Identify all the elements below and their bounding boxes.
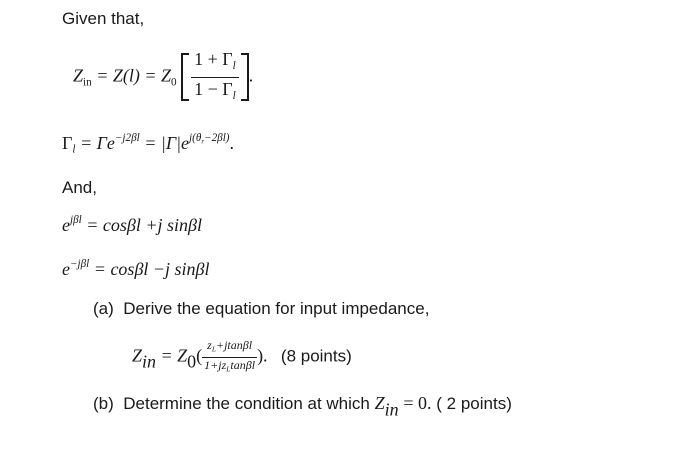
eq1-numerator	[191, 48, 239, 78]
part-a-den-pre: 1+jz	[204, 357, 227, 372]
eq4-base: e	[62, 258, 70, 279]
part-a-eq-z0-sub: 0	[187, 351, 197, 372]
eq1-left-bracket	[181, 53, 189, 101]
part-a-eq-mid: = Z	[160, 345, 188, 366]
eq2-exp2	[189, 132, 229, 144]
eq1-bracketed-fraction	[181, 48, 249, 107]
equation-gamma-l	[62, 132, 234, 156]
part-a-eq-z-sub: in	[142, 351, 157, 372]
eq2-exp1: −j2βl	[114, 132, 140, 144]
eq3-base: e	[62, 214, 70, 235]
and-label: And,	[62, 178, 97, 197]
part-b-z: Z	[374, 393, 385, 413]
eq1-mid: = Z(l) = Z	[96, 65, 172, 86]
part-b-question	[93, 393, 512, 420]
eq2-gamma: Γ	[62, 132, 73, 153]
part-a-numerator	[202, 338, 257, 358]
eq1-z: Z	[73, 65, 84, 86]
part-a-denominator	[202, 358, 257, 377]
eq3-rhs: = cosβl +j sinβl	[86, 214, 202, 235]
eq1-z0-sub: 0	[171, 76, 177, 89]
part-a-question	[93, 299, 429, 319]
equation-zin-reflection	[73, 48, 253, 107]
equation-euler-negative	[62, 258, 210, 280]
eq1-end: .	[248, 65, 254, 86]
intro-text	[62, 9, 144, 29]
eq2-exp2-end: −2βl)	[204, 132, 230, 144]
part-a-equation	[132, 338, 352, 376]
eq1-z-sub: in	[83, 76, 92, 89]
part-a-den-rest: tanβl	[230, 357, 256, 372]
eq2-gamma-sub: l	[72, 143, 76, 156]
part-a-eq-open: (	[196, 345, 203, 366]
eq2-exp2-text: j(θ	[189, 132, 202, 144]
eq2-exp2-sub: r	[201, 138, 205, 146]
eq2-end: .	[229, 132, 235, 153]
intro-label: Given that,	[62, 9, 145, 28]
eq4-rhs: = cosβl −j sinβl	[93, 258, 210, 279]
part-a-eq-close: ).	[257, 345, 268, 366]
eq1-fraction	[191, 48, 239, 107]
part-b-points: ( 2 points)	[436, 394, 512, 413]
part-a-num-rest: +jtanβl	[215, 338, 253, 352]
eq4-exp: −jβl	[70, 258, 90, 270]
part-a-num-z: z	[207, 338, 212, 352]
eq2-mid1: = Γe	[80, 132, 115, 153]
eq2-mid2: = |Γ|e	[144, 132, 190, 153]
eq1-denominator	[191, 78, 239, 107]
part-a-points: (8 points)	[280, 346, 352, 366]
part-a-label: (a)	[93, 299, 114, 318]
part-b-z-sub: in	[384, 399, 399, 420]
part-b-text: Determine the condition at which	[123, 394, 370, 413]
eq3-exp: jβl	[70, 214, 82, 226]
part-a-num-sub: L	[211, 344, 216, 354]
part-b-eq: = 0.	[403, 393, 432, 413]
equation-euler-positive	[62, 214, 202, 236]
eq1-num-sub: l	[232, 59, 236, 72]
eq1-den-text: 1 − Γ	[194, 78, 233, 99]
eq1-right-bracket	[241, 53, 249, 101]
part-b-label: (b)	[93, 394, 114, 413]
eq1-den-sub: l	[232, 89, 236, 102]
part-a-text: Derive the equation for input impedance,	[123, 299, 430, 318]
eq1-num-text: 1 + Γ	[194, 49, 233, 69]
part-a-den-sub: L	[226, 364, 231, 374]
and-text	[62, 178, 97, 198]
part-a-eq-z: Z	[132, 345, 143, 366]
part-a-fraction	[202, 338, 257, 376]
